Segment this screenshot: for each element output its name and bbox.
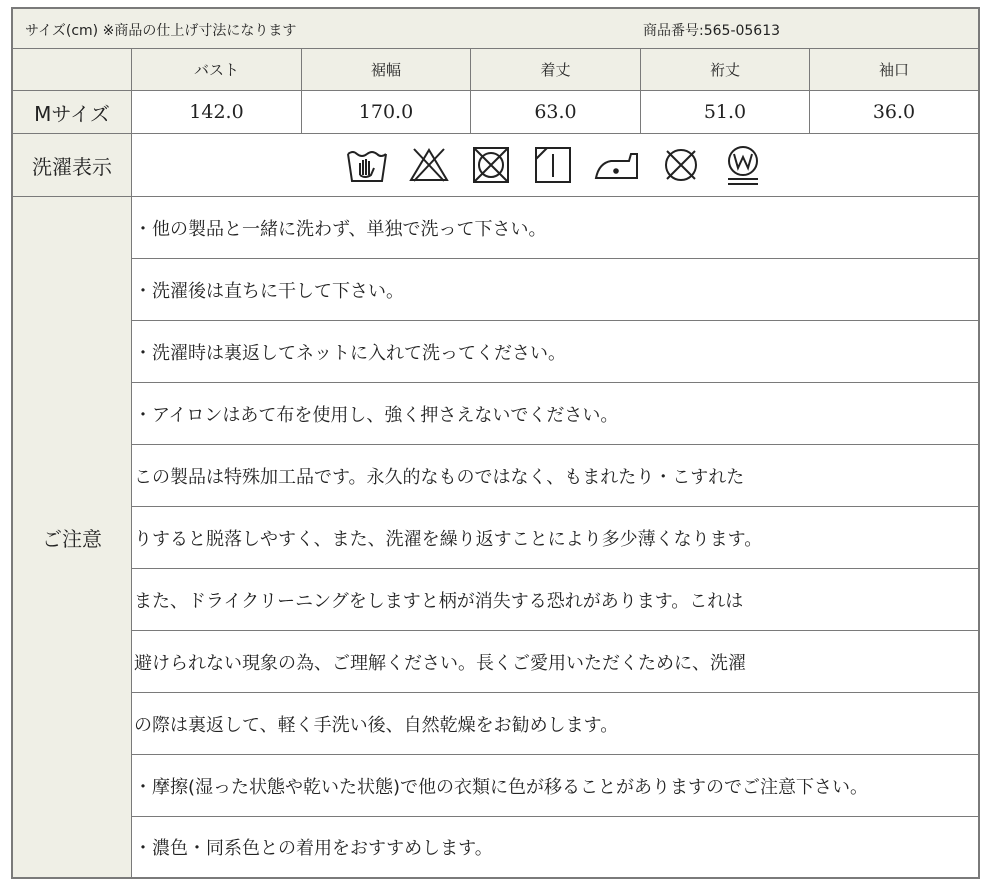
column-header-cuff: 袖口 — [810, 49, 978, 91]
note-line: ・洗濯時は裏返してネットに入れて洗ってください。 — [132, 321, 978, 383]
value-cuff: 36.0 — [810, 91, 978, 134]
notes-label-cell: ご注意 — [13, 197, 132, 877]
care-label-cell: 洗濯表示 — [13, 134, 132, 197]
value-bust: 142.0 — [132, 91, 302, 134]
column-header-hem-width: 裾幅 — [302, 49, 471, 91]
note-line: ・洗濯後は直ちに干して下さい。 — [132, 259, 978, 321]
note-line: ・摩擦(湿った状態や乾いた状態)で他の衣類に色が移ることがありますのでご注意下さい。 — [132, 755, 978, 817]
value-length: 63.0 — [471, 91, 641, 134]
note-line: 避けられない現象の為、ご理解ください。長くご愛用いただくために、洗濯 — [132, 631, 978, 693]
care-icons-cell — [132, 134, 978, 197]
iron-low-icon — [591, 141, 643, 189]
note-line: ・他の製品と一緒に洗わず、単独で洗って下さい。 — [132, 197, 978, 259]
no-bleach-icon — [405, 141, 453, 189]
note-line: この製品は特殊加工品です。永久的なものではなく、もまれたり・こすれた — [132, 445, 978, 507]
note-line: りすると脱落しやすく、また、洗濯を繰り返すことにより多少薄くなります。 — [132, 507, 978, 569]
care-icons — [343, 141, 767, 189]
size-care-sheet — [11, 7, 980, 879]
value-sleeve-length: 51.0 — [641, 91, 810, 134]
table-corner-cell — [13, 49, 132, 91]
note-line: の際は裏返して、軽く手洗い後、自然乾燥をお勧めします。 — [132, 693, 978, 755]
value-hem-width: 170.0 — [302, 91, 471, 134]
hand-wash-icon — [343, 141, 391, 189]
sheet-header — [13, 9, 978, 49]
size-note: サイズ(cm) ※商品の仕上げ寸法になります — [25, 23, 297, 39]
drip-dry-shade-icon — [529, 141, 577, 189]
note-line: ・アイロンはあて布を使用し、強く押さえないでください。 — [132, 383, 978, 445]
column-header-length: 着丈 — [471, 49, 641, 91]
no-dry-clean-icon — [657, 141, 705, 189]
row-label-m-size: Mサイズ — [13, 91, 132, 134]
column-header-sleeve-length: 裄丈 — [641, 49, 810, 91]
no-tumble-dry-icon — [467, 141, 515, 189]
wet-clean-gentle-icon — [719, 141, 767, 189]
note-line: また、ドライクリーニングをしますと柄が消失する恐れがあります。これは — [132, 569, 978, 631]
column-header-bust: バスト — [132, 49, 302, 91]
product-number: 商品番号:565-05613 — [643, 23, 781, 39]
note-line: ・濃色・同系色との着用をおすすめします。 — [134, 838, 493, 859]
